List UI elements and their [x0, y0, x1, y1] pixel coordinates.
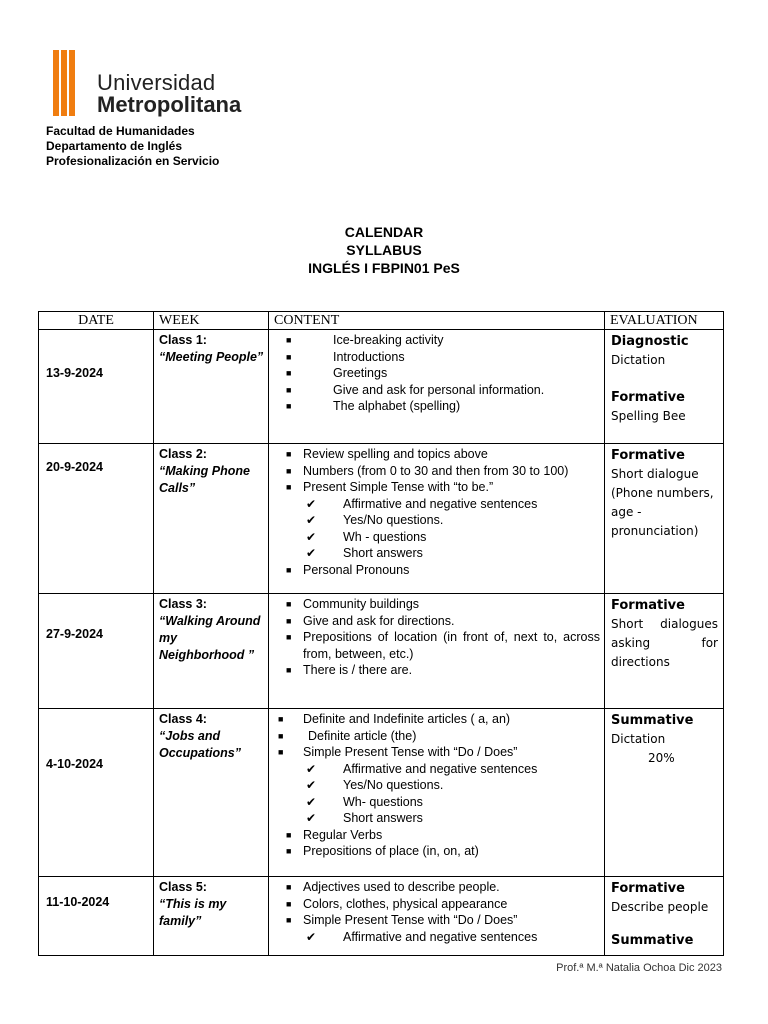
footer-author: Prof.ª M.ª Natalia Ochoa Dic 2023: [556, 962, 722, 974]
title-syllabus: SYLLABUS: [346, 242, 422, 258]
row-content: [269, 877, 605, 956]
check-item: ✔ Wh - questions: [306, 529, 427, 544]
row-content: [269, 594, 605, 709]
check-item: ✔ Yes/No questions.: [306, 778, 444, 792]
row-evaluation: [605, 877, 724, 956]
eval-type: Formative: [611, 598, 685, 613]
row-evaluation: [605, 330, 724, 444]
check-item: ✔ Affirmative and negative sentences: [306, 929, 538, 944]
class-number: Class 2:: [159, 447, 207, 461]
row-week: [154, 709, 269, 877]
class-title: “Meeting People”: [159, 350, 264, 364]
list-item: ■ Ice-breaking activity: [286, 333, 444, 347]
class-number: Class 3:: [159, 597, 207, 611]
row-content: [269, 444, 605, 594]
header-week: WEEK: [154, 312, 269, 330]
department-line: Departamento de Inglés: [46, 139, 183, 153]
table-row: [39, 330, 724, 444]
eval-weight: 20%: [648, 751, 675, 765]
check-item: ✔ Wh- questions: [306, 794, 423, 809]
row-date: 27-9-2024: [39, 594, 154, 709]
check-item: ✔ Affirmative and negative sentences: [306, 761, 538, 776]
eval-type: Diagnostic: [611, 334, 689, 349]
eval-activity: Spelling Bee: [611, 409, 686, 423]
list-item: ■ Give and ask for directions.: [286, 613, 455, 628]
list-item: ■ Prepositions of place (in, on, at): [286, 844, 479, 858]
list-item: ■ Review spelling and topics above: [286, 447, 488, 461]
row-week: [154, 877, 269, 956]
logo-line-1: Universidad: [97, 70, 216, 95]
list-item: ■ Personal Pronouns: [286, 562, 410, 577]
row-evaluation: [605, 709, 724, 877]
row-week: [154, 594, 269, 709]
check-item: ✔ Affirmative and negative sentences: [306, 496, 538, 511]
eval-activity: Dictation: [611, 353, 666, 367]
table-header-row: [39, 312, 724, 330]
eval-type: Formative: [611, 448, 685, 463]
table-row: [39, 594, 724, 709]
row-content: [269, 330, 605, 444]
list-item: ■ Give and ask for personal information.: [286, 382, 545, 397]
class-title: “Making Phone Calls”: [159, 464, 250, 495]
title-calendar: CALENDAR: [344, 224, 424, 240]
faculty-line: Facultad de Humanidades: [46, 124, 195, 138]
list-item: ■ Prepositions of location (in front of, next to, across from, between, etc.): [286, 630, 600, 661]
row-date: 20-9-2024: [39, 444, 154, 594]
title-course: INGLÉS I FBPIN01 PeS: [308, 260, 460, 276]
row-content: [269, 709, 605, 877]
eval-activity: Dictation: [611, 732, 666, 746]
list-item: ■ Present Simple Tense with “to be.”: [286, 480, 494, 494]
class-title: “Walking Around my Neighborhood ”: [159, 614, 261, 662]
eval-activity: Short dialogue (Phone numbers, age - pronunciation): [611, 467, 714, 538]
list-item: ■ Regular Verbs: [286, 827, 383, 842]
class-title: “This is my family”: [159, 897, 227, 928]
eval-type: Summative: [611, 713, 694, 728]
class-number: Class 5:: [159, 880, 207, 894]
class-number: Class 4:: [159, 712, 207, 726]
table-row: [39, 709, 724, 877]
list-item: ■ Definite and Indefinite articles ( a, an): [278, 712, 511, 726]
header-date: DATE: [39, 312, 154, 330]
row-date: 11-10-2024: [39, 877, 154, 956]
table-row: [39, 444, 724, 594]
row-week: [154, 330, 269, 444]
list-item: ■ Simple Present Tense with “Do / Does”: [278, 745, 518, 759]
row-week: [154, 444, 269, 594]
list-item: ■ Colors, clothes, physical appearance: [286, 896, 508, 911]
row-evaluation: [605, 594, 724, 709]
check-item: ✔ Short answers: [306, 811, 423, 825]
eval-type: Summative: [611, 933, 694, 948]
syllabus-table: [38, 311, 724, 956]
header-content: CONTENT: [269, 312, 605, 330]
program-line: Profesionalización en Servicio: [46, 154, 220, 168]
eval-type: Formative: [611, 881, 685, 896]
document-titles: [0, 223, 768, 277]
list-item: ■ There is / there are.: [286, 663, 413, 677]
list-item: ■ Simple Present Tense with “Do / Does”: [286, 913, 518, 927]
check-item: ✔ Yes/No questions.: [306, 513, 444, 527]
university-logo: [53, 50, 242, 120]
faculty-block: [46, 124, 219, 169]
class-number: Class 1:: [159, 333, 207, 347]
list-item: ■ Greetings: [286, 366, 388, 380]
logo-line-2: Metropolitana: [97, 92, 242, 117]
row-date: 4-10-2024: [39, 709, 154, 877]
check-item: ✔ Short answers: [306, 546, 423, 560]
row-evaluation: [605, 444, 724, 594]
eval-activity: Short dialogues asking for directions: [611, 617, 718, 669]
list-item: ■ The alphabet (spelling): [286, 399, 461, 413]
class-title: “Jobs and Occupations”: [159, 729, 241, 760]
list-item: ■ Adjectives used to describe people.: [286, 880, 500, 894]
header-evaluation: EVALUATION: [605, 312, 724, 330]
list-item: ■ Numbers (from 0 to 30 and then from 30 to 100): [286, 463, 569, 478]
list-item: ■ Community buildings: [286, 597, 420, 611]
list-item: ■ Definite article (the): [278, 728, 417, 743]
eval-activity: Describe people: [611, 900, 709, 914]
eval-type: Formative: [611, 390, 685, 405]
logo-mark-icon: [53, 50, 75, 116]
row-date: 13-9-2024: [39, 330, 154, 444]
table-row: [39, 877, 724, 956]
list-item: ■ Introductions: [286, 349, 405, 364]
